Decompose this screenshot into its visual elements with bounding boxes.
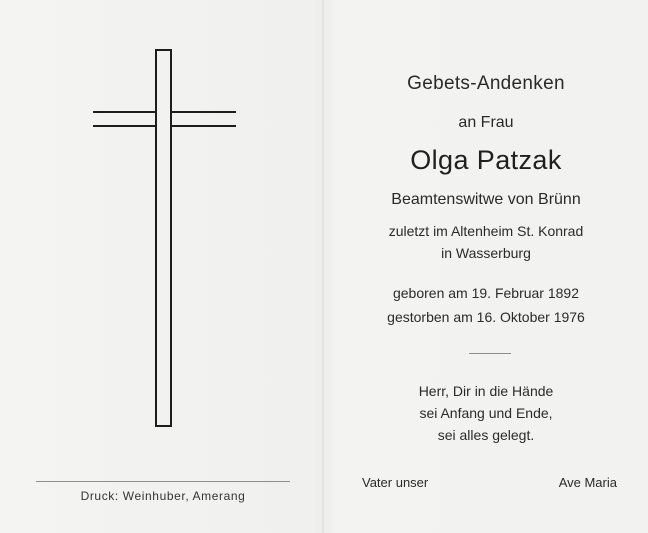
salutation: an Frau [458,114,514,131]
prayer-line-1: Herr, Dir in die Hände [418,383,554,399]
death-date: gestorben am 16. Oktober 1976 [387,309,585,325]
card-heading: Gebets-Andenken [407,73,565,94]
prayer-ave-maria: Ave Maria [558,475,617,490]
section-divider [469,353,511,354]
birth-date: geboren am 19. Februar 1892 [392,285,579,301]
prayer-line-2: sei Anfang und Ende, [419,405,553,421]
deceased-name: Olga Patzak [410,145,562,175]
residence-line-2: in Wasserburg [441,245,531,261]
footer-divider [36,481,290,482]
cross-icon [0,0,322,533]
occupation: Beamtenswitwe von Brünn [391,191,581,208]
prayer-line-3: sei alles gelegt. [437,427,535,443]
memorial-text-panel [324,0,648,533]
prayer-vater-unser: Vater unser [362,475,429,490]
residence-line-1: zuletzt im Altenheim St. Konrad [388,223,584,239]
printer-credit: Druck: Weinhuber, Amerang [80,489,246,503]
